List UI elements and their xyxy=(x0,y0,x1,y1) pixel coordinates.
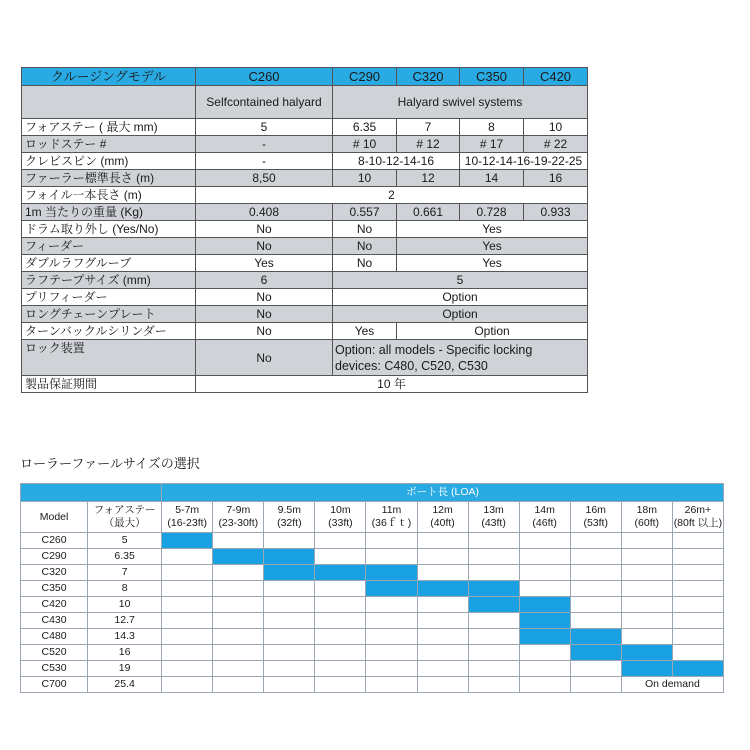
size-empty-cell xyxy=(264,629,315,645)
size-empty-cell xyxy=(264,645,315,661)
warranty-row xyxy=(22,376,588,393)
size-header-4 xyxy=(366,502,417,533)
cell-c290: 10 xyxy=(333,170,397,187)
size-empty-cell xyxy=(570,677,621,693)
size-empty-cell xyxy=(315,629,366,645)
size-range-bar xyxy=(417,581,468,597)
cell-c350: # 17 xyxy=(460,136,524,153)
row-label: フォイル一本長さ (m) xyxy=(22,187,196,204)
drum-row xyxy=(22,221,588,238)
cell-c420: # 22 xyxy=(524,136,588,153)
size-range-bar xyxy=(519,629,570,645)
row-label: 製品保証期間 xyxy=(22,376,196,393)
size-empty-cell xyxy=(468,565,519,581)
size-meters: 11m xyxy=(381,504,402,516)
size-empty-cell xyxy=(519,549,570,565)
size-header-3 xyxy=(315,502,366,533)
forestay-row xyxy=(22,119,588,136)
size-empty-cell xyxy=(570,581,621,597)
size-empty-cell xyxy=(519,661,570,677)
size-empty-cell xyxy=(315,645,366,661)
size-empty-cell xyxy=(468,677,519,693)
size-empty-cell xyxy=(417,597,468,613)
on-demand-note: On demand xyxy=(621,677,723,693)
size-empty-cell xyxy=(672,597,723,613)
size-empty-cell xyxy=(672,565,723,581)
cell-c290: Yes xyxy=(333,323,397,340)
cell-c320: 7 xyxy=(397,119,460,136)
row-label: ファーラー標準長さ (m) xyxy=(22,170,196,187)
roller-row-c290 xyxy=(21,549,724,565)
size-empty-cell xyxy=(417,613,468,629)
cell-c260: - xyxy=(196,153,333,170)
cell-c350: 14 xyxy=(460,170,524,187)
size-empty-cell xyxy=(213,533,264,549)
row-label: 1m 当たりの重量 (Kg) xyxy=(22,204,196,221)
cruising-model-label: クルージングモデル xyxy=(22,68,196,86)
model-c350: C350 xyxy=(460,68,524,86)
size-empty-cell xyxy=(417,629,468,645)
size-empty-cell xyxy=(519,645,570,661)
cell-c290: 6.35 xyxy=(333,119,397,136)
size-empty-cell xyxy=(315,597,366,613)
forestay-header-line2: （最大） xyxy=(103,517,146,529)
lock-row xyxy=(22,340,588,376)
cell-all: 2 xyxy=(196,187,588,204)
size-empty-cell xyxy=(570,613,621,629)
row-label: クレビスピン (mm) xyxy=(22,153,196,170)
size-meters: 13m xyxy=(483,504,504,516)
model-c420: C420 xyxy=(524,68,588,86)
row-forestay: 12.7 xyxy=(88,613,162,629)
roller-table-body xyxy=(21,533,724,693)
size-header-2 xyxy=(264,502,315,533)
size-empty-cell xyxy=(417,645,468,661)
size-empty-cell xyxy=(315,677,366,693)
size-empty-cell xyxy=(417,533,468,549)
size-range-bar xyxy=(315,565,366,581)
cell-c260: 0.408 xyxy=(196,204,333,221)
size-range-bar xyxy=(621,661,672,677)
size-empty-cell xyxy=(315,533,366,549)
size-empty-cell xyxy=(315,613,366,629)
model-c320: C320 xyxy=(397,68,460,86)
cell-c260: 8,50 xyxy=(196,170,333,187)
size-range-bar xyxy=(162,533,213,549)
size-empty-cell xyxy=(519,533,570,549)
cell-c350-c420: 10-12-14-16-19-22-25 xyxy=(460,153,588,170)
size-empty-cell xyxy=(162,565,213,581)
size-range-bar xyxy=(213,549,264,565)
row-model: C290 xyxy=(21,549,88,565)
row-model: C520 xyxy=(21,645,88,661)
size-empty-cell xyxy=(264,677,315,693)
cell-c320-c420: Yes xyxy=(397,255,588,272)
row-model: C430 xyxy=(21,613,88,629)
forestay-column-header xyxy=(88,502,162,533)
clevis-row xyxy=(22,153,588,170)
double-luff-row xyxy=(22,255,588,272)
size-empty-cell xyxy=(213,677,264,693)
size-empty-cell xyxy=(366,533,417,549)
system-type-empty xyxy=(22,86,196,119)
cell-c290: No xyxy=(333,238,397,255)
size-empty-cell xyxy=(366,645,417,661)
long-chainplate-row xyxy=(22,306,588,323)
row-forestay: 19 xyxy=(88,661,162,677)
roller-row-c700 xyxy=(21,677,724,693)
row-model: C700 xyxy=(21,677,88,693)
roller-row-c530 xyxy=(21,661,724,677)
size-range-bar xyxy=(570,645,621,661)
size-range-bar xyxy=(621,645,672,661)
size-empty-cell xyxy=(621,533,672,549)
cell-c290: No xyxy=(333,255,397,272)
size-feet: (40ft) xyxy=(430,517,455,529)
cell-c420: 10 xyxy=(524,119,588,136)
size-header-10 xyxy=(672,502,723,533)
size-empty-cell xyxy=(672,613,723,629)
size-feet: (33ft) xyxy=(328,517,353,529)
size-header-row xyxy=(21,502,724,533)
size-range-bar xyxy=(672,661,723,677)
size-empty-cell xyxy=(621,597,672,613)
cell-c260: No xyxy=(196,340,333,376)
size-empty-cell xyxy=(264,661,315,677)
size-empty-cell xyxy=(621,581,672,597)
size-empty-cell xyxy=(570,565,621,581)
size-empty-cell xyxy=(162,597,213,613)
luff-tape-row xyxy=(22,272,588,289)
weight-row xyxy=(22,204,588,221)
size-empty-cell xyxy=(213,613,264,629)
size-header-0 xyxy=(162,502,213,533)
size-empty-cell xyxy=(570,549,621,565)
size-empty-cell xyxy=(468,629,519,645)
size-empty-cell xyxy=(417,677,468,693)
size-header-6 xyxy=(468,502,519,533)
lock-text-line2: devices: C480, C520, C530 xyxy=(335,358,488,373)
size-empty-cell xyxy=(366,613,417,629)
size-meters: 9.5m xyxy=(277,504,302,516)
size-feet: (53ft) xyxy=(583,517,608,529)
size-meters: 7-9m xyxy=(226,504,251,516)
size-empty-cell xyxy=(672,549,723,565)
size-empty-cell xyxy=(672,581,723,597)
model-c260: C260 xyxy=(196,68,333,86)
row-model: C350 xyxy=(21,581,88,597)
row-label: ロングチェーンプレート xyxy=(22,306,196,323)
row-forestay: 10 xyxy=(88,597,162,613)
size-empty-cell xyxy=(162,581,213,597)
size-feet: (80ft 以上) xyxy=(673,517,723,529)
row-label: ダブルラフグルーブ xyxy=(22,255,196,272)
row-model: C420 xyxy=(21,597,88,613)
size-empty-cell xyxy=(264,613,315,629)
size-feet: (36ｆｔ) xyxy=(371,517,412,529)
roller-row-c260 xyxy=(21,533,724,549)
size-empty-cell xyxy=(417,549,468,565)
spec-header-row xyxy=(22,68,588,86)
size-empty-cell xyxy=(519,581,570,597)
cell-c320-c420: Yes xyxy=(397,221,588,238)
size-range-bar xyxy=(570,629,621,645)
size-range-bar xyxy=(519,613,570,629)
model-column-header: Model xyxy=(21,502,88,533)
cell-c420: 0.933 xyxy=(524,204,588,221)
size-header-9 xyxy=(621,502,672,533)
row-forestay: 14.3 xyxy=(88,629,162,645)
cell-c320: 12 xyxy=(397,170,460,187)
row-forestay: 8 xyxy=(88,581,162,597)
cell-c260: No xyxy=(196,238,333,255)
row-forestay: 5 xyxy=(88,533,162,549)
cell-all: 10 年 xyxy=(196,376,588,393)
size-header-1 xyxy=(213,502,264,533)
roller-row-c480 xyxy=(21,629,724,645)
boat-length-spacer xyxy=(21,484,162,502)
size-empty-cell xyxy=(213,645,264,661)
cell-c290: # 10 xyxy=(333,136,397,153)
cell-c320-c420: Option xyxy=(397,323,588,340)
size-empty-cell xyxy=(162,645,213,661)
size-empty-cell xyxy=(366,677,417,693)
forestay-header-line1: フォアステー xyxy=(93,504,156,516)
size-range-bar xyxy=(468,581,519,597)
size-empty-cell xyxy=(213,597,264,613)
size-empty-cell xyxy=(468,533,519,549)
size-meters: 18m xyxy=(636,504,657,516)
lock-text-line1: Option: all models - Specific locking xyxy=(335,342,533,357)
system-type-row xyxy=(22,86,588,119)
size-empty-cell xyxy=(162,661,213,677)
prefeeder-row xyxy=(22,289,588,306)
row-label: フィーダー xyxy=(22,238,196,255)
size-empty-cell xyxy=(162,629,213,645)
size-empty-cell xyxy=(264,533,315,549)
cell-c350: 0.728 xyxy=(460,204,524,221)
boat-length-label: ボート長 (LOA) xyxy=(162,484,724,502)
foil-length-row xyxy=(22,187,588,204)
size-empty-cell xyxy=(162,677,213,693)
row-model: C480 xyxy=(21,629,88,645)
size-empty-cell xyxy=(417,661,468,677)
size-empty-cell xyxy=(213,661,264,677)
cell-c260: - xyxy=(196,136,333,153)
cell-c260: No xyxy=(196,306,333,323)
size-feet: (60ft) xyxy=(634,517,660,529)
size-range-bar xyxy=(519,597,570,613)
cell-c320: 0.661 xyxy=(397,204,460,221)
size-empty-cell xyxy=(621,613,672,629)
size-header-5 xyxy=(417,502,468,533)
size-empty-cell xyxy=(672,533,723,549)
cell-c260: 5 xyxy=(196,119,333,136)
size-empty-cell xyxy=(621,565,672,581)
size-empty-cell xyxy=(468,549,519,565)
size-feet: (32ft) xyxy=(277,517,302,529)
size-empty-cell xyxy=(468,645,519,661)
size-empty-cell xyxy=(417,565,468,581)
row-label: フォアステー ( 最大 mm) xyxy=(22,119,196,136)
roller-row-c320 xyxy=(21,565,724,581)
size-empty-cell xyxy=(366,629,417,645)
cell-c260: Yes xyxy=(196,255,333,272)
row-forestay: 16 xyxy=(88,645,162,661)
roller-row-c430 xyxy=(21,613,724,629)
model-c290: C290 xyxy=(333,68,397,86)
size-empty-cell xyxy=(570,661,621,677)
cell-c320-c420: Yes xyxy=(397,238,588,255)
size-empty-cell xyxy=(213,581,264,597)
size-feet: (46ft) xyxy=(532,517,557,529)
size-empty-cell xyxy=(672,645,723,661)
turnbuckle-row xyxy=(22,323,588,340)
cell-c260: No xyxy=(196,221,333,238)
size-empty-cell xyxy=(621,549,672,565)
size-empty-cell xyxy=(672,629,723,645)
row-label: ラフテープサイズ (mm) xyxy=(22,272,196,289)
row-label: ドラム取り外し (Yes/No) xyxy=(22,221,196,238)
size-empty-cell xyxy=(621,629,672,645)
feeder-row xyxy=(22,238,588,255)
size-feet: (23-30ft) xyxy=(218,517,259,529)
size-empty-cell xyxy=(315,549,366,565)
size-meters: 5-7m xyxy=(175,504,200,516)
size-empty-cell xyxy=(519,677,570,693)
size-range-bar xyxy=(264,549,315,565)
size-empty-cell xyxy=(366,597,417,613)
size-header-8 xyxy=(570,502,621,533)
selfcontained-halyard: Selfcontained halyard xyxy=(196,86,333,119)
size-empty-cell xyxy=(366,661,417,677)
roller-size-table xyxy=(20,483,724,693)
roller-row-c520 xyxy=(21,645,724,661)
size-range-bar xyxy=(366,581,417,597)
rodstay-row xyxy=(22,136,588,153)
size-empty-cell xyxy=(468,661,519,677)
size-empty-cell xyxy=(570,533,621,549)
size-empty-cell xyxy=(570,597,621,613)
size-empty-cell xyxy=(315,661,366,677)
size-meters: 14m xyxy=(534,504,555,516)
furler-length-row xyxy=(22,170,588,187)
row-forestay: 6.35 xyxy=(88,549,162,565)
row-forestay: 7 xyxy=(88,565,162,581)
cell-c290-c420: Option xyxy=(333,306,588,323)
roller-section-title: ローラーファールサイズの選択 xyxy=(20,456,200,471)
roller-row-c350 xyxy=(21,581,724,597)
cell-c320: # 12 xyxy=(397,136,460,153)
row-model: C530 xyxy=(21,661,88,677)
size-empty-cell xyxy=(162,613,213,629)
cell-c290-c320: 8-10-12-14-16 xyxy=(333,153,460,170)
cell-c290: 0.557 xyxy=(333,204,397,221)
size-feet: (16-23ft) xyxy=(167,517,208,529)
row-label: ロック装置 xyxy=(22,340,196,376)
spec-table xyxy=(21,67,588,393)
size-empty-cell xyxy=(519,565,570,581)
row-model: C320 xyxy=(21,565,88,581)
size-meters: 16m xyxy=(585,504,606,516)
size-empty-cell xyxy=(213,565,264,581)
size-empty-cell xyxy=(264,581,315,597)
size-empty-cell xyxy=(264,597,315,613)
cell-c260: No xyxy=(196,323,333,340)
size-empty-cell xyxy=(366,549,417,565)
row-model: C260 xyxy=(21,533,88,549)
boat-length-row xyxy=(21,484,724,502)
size-empty-cell xyxy=(468,613,519,629)
row-forestay: 25.4 xyxy=(88,677,162,693)
row-label: ロッドステー # xyxy=(22,136,196,153)
cell-c290: No xyxy=(333,221,397,238)
roller-row-c420 xyxy=(21,597,724,613)
size-meters: 10m xyxy=(330,504,351,516)
size-empty-cell xyxy=(213,629,264,645)
size-feet: (43ft) xyxy=(481,517,506,529)
size-header-7 xyxy=(519,502,570,533)
size-empty-cell xyxy=(162,549,213,565)
cell-c350: 8 xyxy=(460,119,524,136)
row-label: ターンバックルシリンダー xyxy=(22,323,196,340)
size-empty-cell xyxy=(315,581,366,597)
halyard-swivel-systems: Halyard swivel systems xyxy=(333,86,588,119)
cell-c290-c420: Option xyxy=(333,289,588,306)
row-label: プリフィーダー xyxy=(22,289,196,306)
size-range-bar xyxy=(366,565,417,581)
size-range-bar xyxy=(264,565,315,581)
size-meters: 12m xyxy=(432,504,453,516)
cell-c290-c420: 5 xyxy=(333,272,588,289)
cell-c260: 6 xyxy=(196,272,333,289)
size-range-bar xyxy=(468,597,519,613)
cell-c290-c420 xyxy=(333,340,588,376)
cell-c260: No xyxy=(196,289,333,306)
size-meters: 26m+ xyxy=(684,504,712,516)
cell-c420: 16 xyxy=(524,170,588,187)
